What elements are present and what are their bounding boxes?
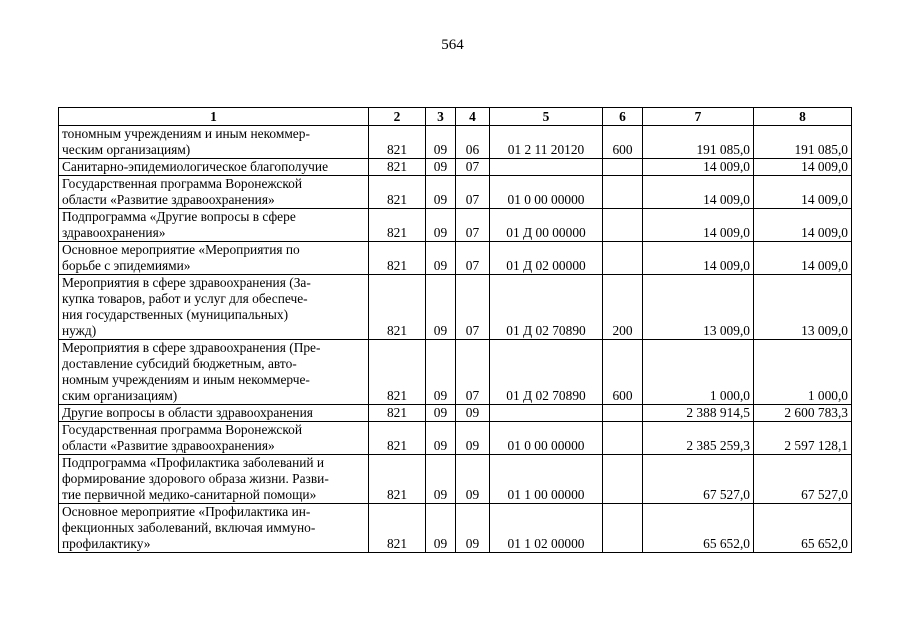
amount-year-1: 14 009,0 — [643, 242, 754, 275]
code-admin: 821 — [369, 504, 426, 553]
code-section: 09 — [426, 176, 456, 209]
description-line: Основное мероприятие «Мероприятия по — [62, 242, 300, 257]
description-line: ческим организациям) — [62, 142, 191, 157]
page-number: 564 — [441, 37, 464, 53]
code-expense-type: 600 — [603, 126, 643, 159]
code-section: 09 — [426, 422, 456, 455]
amount-year-2: 14 009,0 — [754, 209, 852, 242]
code-target-article: 01 Д 02 00000 — [490, 242, 603, 275]
table-row — [59, 275, 852, 340]
table-row — [59, 504, 852, 553]
description-line: здравоохранения» — [62, 225, 166, 240]
code-expense-type — [603, 422, 643, 455]
description-line: ским организациям) — [62, 388, 178, 403]
code-subsection: 07 — [456, 275, 490, 340]
column-header: 5 — [490, 108, 603, 126]
amount-year-2: 13 009,0 — [754, 275, 852, 340]
description-line: Основное мероприятие «Профилактика ин- — [62, 504, 311, 519]
amount-year-1: 2 385 259,3 — [643, 422, 754, 455]
code-admin: 821 — [369, 275, 426, 340]
code-subsection: 09 — [456, 455, 490, 504]
row-description — [59, 176, 369, 209]
code-expense-type: 600 — [603, 340, 643, 405]
code-subsection: 09 — [456, 422, 490, 455]
amount-year-1: 2 388 914,5 — [643, 405, 754, 422]
code-target-article: 01 Д 00 00000 — [490, 209, 603, 242]
code-section: 09 — [426, 159, 456, 176]
column-header: 7 — [643, 108, 754, 126]
table-row — [59, 422, 852, 455]
table-row — [59, 159, 852, 176]
code-subsection: 07 — [456, 159, 490, 176]
table-row — [59, 126, 852, 159]
description-line: Санитарно-эпидемиологическое благополучие — [62, 159, 329, 174]
row-description — [59, 340, 369, 405]
description-line: борьбе с эпидемиями» — [62, 258, 191, 273]
code-target-article: 01 Д 02 70890 — [490, 275, 603, 340]
row-description — [59, 504, 369, 553]
code-admin: 821 — [369, 422, 426, 455]
column-header: 1 — [59, 108, 369, 126]
description-line: области «Развитие здравоохранения» — [62, 438, 275, 453]
code-expense-type — [603, 455, 643, 504]
amount-year-2: 14 009,0 — [754, 242, 852, 275]
code-admin: 821 — [369, 455, 426, 504]
code-expense-type — [603, 176, 643, 209]
description-line: формирование здорового образа жизни. Разви- — [62, 471, 329, 486]
code-section: 09 — [426, 405, 456, 422]
amount-year-1: 14 009,0 — [643, 159, 754, 176]
amount-year-2: 2 597 128,1 — [754, 422, 852, 455]
amount-year-2: 191 085,0 — [754, 126, 852, 159]
table-row — [59, 340, 852, 405]
description-line: Подпрограмма «Профилактика заболеваний и — [62, 455, 325, 470]
code-target-article: 01 0 00 00000 — [490, 422, 603, 455]
row-description — [59, 422, 369, 455]
description-line: Подпрограмма «Другие вопросы в сфере — [62, 209, 296, 224]
code-admin: 821 — [369, 176, 426, 209]
code-admin: 821 — [369, 159, 426, 176]
code-target-article — [490, 159, 603, 176]
description-line: тономным учреждениям и иным некоммер- — [62, 126, 310, 141]
row-description — [59, 126, 369, 159]
description-line: Государственная программа Воронежской — [62, 422, 303, 437]
amount-year-2: 14 009,0 — [754, 159, 852, 176]
row-description — [59, 159, 369, 176]
amount-year-2: 67 527,0 — [754, 455, 852, 504]
description-line: фекционных заболеваний, включая иммуно- — [62, 520, 316, 535]
column-header: 3 — [426, 108, 456, 126]
amount-year-2: 2 600 783,3 — [754, 405, 852, 422]
amount-year-1: 1 000,0 — [643, 340, 754, 405]
code-admin: 821 — [369, 126, 426, 159]
description-line: Мероприятия в сфере здравоохранения (За- — [62, 275, 311, 290]
row-description — [59, 242, 369, 275]
column-header: 6 — [603, 108, 643, 126]
code-expense-type — [603, 242, 643, 275]
code-section: 09 — [426, 275, 456, 340]
code-admin: 821 — [369, 242, 426, 275]
code-admin: 821 — [369, 209, 426, 242]
code-target-article: 01 0 00 00000 — [490, 176, 603, 209]
description-line: области «Развитие здравоохранения» — [62, 192, 275, 207]
description-line: Государственная программа Воронежской — [62, 176, 303, 191]
column-header: 8 — [754, 108, 852, 126]
description-line: ния государственных (муниципальных) — [62, 307, 289, 322]
description-line: профилактику» — [62, 536, 151, 551]
table-row — [59, 209, 852, 242]
table-row — [59, 176, 852, 209]
amount-year-1: 191 085,0 — [643, 126, 754, 159]
table-row — [59, 455, 852, 504]
code-section: 09 — [426, 126, 456, 159]
amount-year-1: 14 009,0 — [643, 176, 754, 209]
code-section: 09 — [426, 504, 456, 553]
column-header: 4 — [456, 108, 490, 126]
description-line: купка товаров, работ и услуг для обеспече- — [62, 291, 308, 306]
code-admin: 821 — [369, 405, 426, 422]
code-subsection: 07 — [456, 242, 490, 275]
column-header: 2 — [369, 108, 426, 126]
amount-year-1: 65 652,0 — [643, 504, 754, 553]
description-line: нужд) — [62, 323, 97, 338]
code-subsection: 07 — [456, 176, 490, 209]
code-expense-type — [603, 504, 643, 553]
code-subsection: 07 — [456, 209, 490, 242]
table-header-row — [59, 108, 852, 126]
table-row — [59, 405, 852, 422]
description-line: доставление субсидий бюджетным, авто- — [62, 356, 297, 371]
code-subsection: 09 — [456, 504, 490, 553]
amount-year-2: 14 009,0 — [754, 176, 852, 209]
row-description — [59, 405, 369, 422]
code-expense-type — [603, 159, 643, 176]
code-expense-type: 200 — [603, 275, 643, 340]
description-line: номным учреждениям и иным некоммерче- — [62, 372, 310, 387]
code-section: 09 — [426, 242, 456, 275]
description-line: Другие вопросы в области здравоохранения — [62, 405, 313, 420]
code-section: 09 — [426, 209, 456, 242]
code-target-article: 01 1 02 00000 — [490, 504, 603, 553]
row-description — [59, 455, 369, 504]
code-subsection: 06 — [456, 126, 490, 159]
table-row — [59, 242, 852, 275]
code-subsection: 07 — [456, 340, 490, 405]
code-expense-type — [603, 405, 643, 422]
code-subsection: 09 — [456, 405, 490, 422]
code-target-article: 01 1 00 00000 — [490, 455, 603, 504]
description-line: тие первичной медико-санитарной помощи» — [62, 487, 317, 502]
description-line: Мероприятия в сфере здравоохранения (Пре- — [62, 340, 321, 355]
amount-year-1: 13 009,0 — [643, 275, 754, 340]
budget-table — [58, 107, 852, 553]
amount-year-1: 67 527,0 — [643, 455, 754, 504]
code-admin: 821 — [369, 340, 426, 405]
code-target-article — [490, 405, 603, 422]
amount-year-2: 65 652,0 — [754, 504, 852, 553]
code-target-article: 01 Д 02 70890 — [490, 340, 603, 405]
amount-year-2: 1 000,0 — [754, 340, 852, 405]
row-description — [59, 275, 369, 340]
row-description — [59, 209, 369, 242]
code-target-article: 01 2 11 20120 — [490, 126, 603, 159]
amount-year-1: 14 009,0 — [643, 209, 754, 242]
code-expense-type — [603, 209, 643, 242]
code-section: 09 — [426, 340, 456, 405]
code-section: 09 — [426, 455, 456, 504]
